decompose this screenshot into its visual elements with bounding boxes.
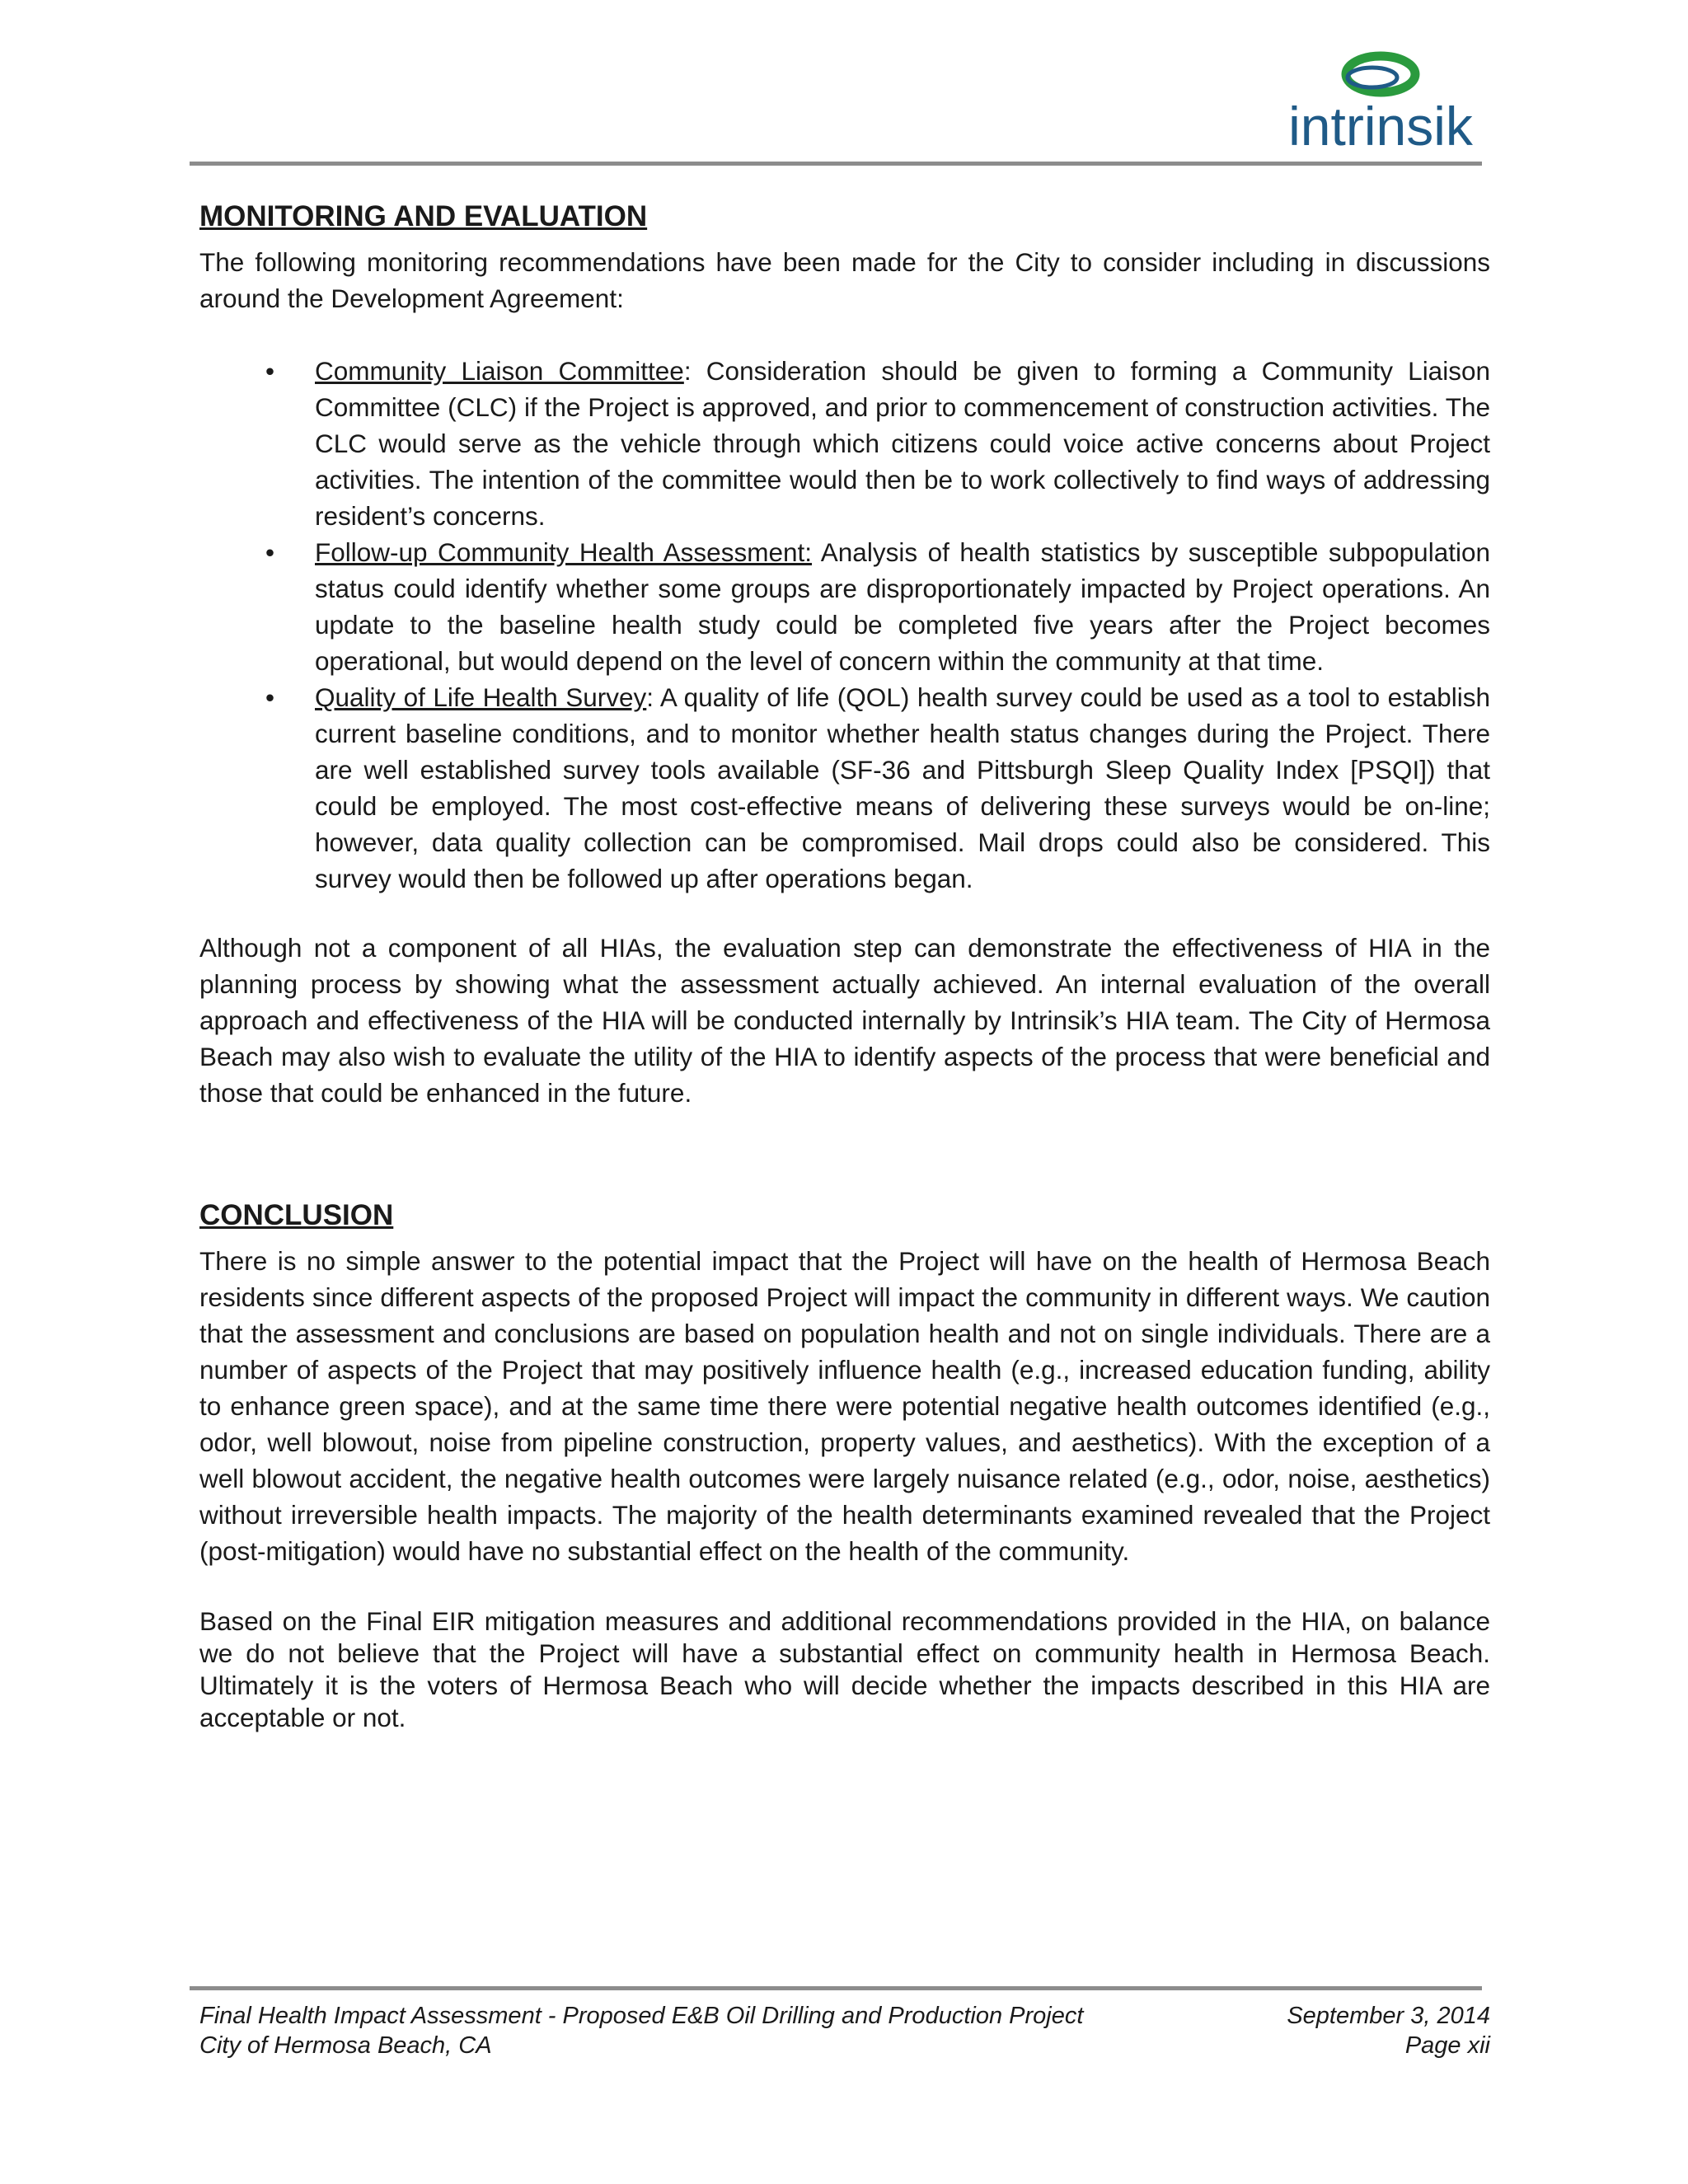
monitoring-heading: MONITORING AND EVALUATION — [199, 200, 648, 232]
bullet-term: Follow-up Community Health Assessment: — [315, 537, 812, 567]
footer-document-title: Final Health Impact Assessment - Proposed E&B Oil Drilling and Production Project — [199, 2003, 1084, 2029]
intrinsik-logo-graphic — [1269, 48, 1492, 155]
logo-wordmark: intrinsik — [1288, 96, 1473, 155]
footer-date: September 3, 2014 — [1287, 2003, 1490, 2029]
bullet-text: : Consideration should be given to forming a Community Liaison Committee (CLC) if the Project is approved, and prior to commencement of construction activities. The CLC would serve as the vehicle through which citizens could voice active concerns about Project activities. The intention of the committee would then be to work collectively to find ways of addressing resident’s concerns. — [315, 356, 1490, 531]
monitoring-bullet-list — [199, 353, 1490, 897]
intrinsik-logo — [1269, 48, 1492, 155]
bullet-follow-up-assessment — [199, 534, 1490, 679]
bullet-text: : A quality of life (QOL) health survey could be used as a tool to establish current baseline conditions, and to monitor whether health status changes during the Project. There are well established survey tools available (SF-36 and Pittsburgh Sleep Quality Index [PSQI]) that could be employed. The most cost-effective means of delivering these surveys would be on-line; however, data quality collection can be compromised. Mail drops could also be considered. This survey would then be followed up after operations began. — [315, 682, 1490, 893]
footer-page-number: Page xii — [1404, 2032, 1490, 2059]
evaluation-paragraph: Although not a component of all HIAs, the evaluation step can demonstrate the effectiveness of HIA in the planning process by showing what the assessment actually achieved. An internal evaluation of the overall approach and effectiveness of the HIA will be conducted internally by Intrinsik’s HIA team. The City of Hermosa Beach may also wish to evaluate the utility of the HIA to identify aspects of the process that were beneficial and those that could be enhanced in the future. — [199, 933, 1490, 1108]
header-rule — [190, 162, 1482, 166]
bullet-term: Quality of Life Health Survey — [315, 682, 647, 712]
page-content — [199, 198, 1490, 1734]
logo-inner-ring-icon — [1348, 68, 1397, 87]
bullet-icon: • — [265, 537, 275, 567]
bullet-text: Analysis of health statistics by susceptible subpopulation status could identify whether some groups are disproportionately impacted by Project operations. An update to the baseline health study could be completed five years after the Project becomes operational, but would depend on the level of concern within the community at that time. — [315, 537, 1491, 676]
bullet-quality-of-life-survey — [199, 679, 1490, 897]
bullet-icon: • — [265, 682, 275, 712]
footer-location: City of Hermosa Beach, CA — [199, 2032, 492, 2059]
bullet-community-liaison — [199, 353, 1490, 534]
page-footer — [199, 2001, 1490, 2060]
monitoring-intro: The following monitoring recommendations have been made for the City to consider including in discussions around the Development Agreement: — [199, 247, 1490, 313]
conclusion-paragraph-1: There is no simple answer to the potential impact that the Project will have on the health of Hermosa Beach residents since different aspects of the proposed Project will impact the community in different ways. We caution that the assessment and conclusions are based on population health and not on single individuals. There are a number of aspects of the Project that may positively influence health (e.g., increased education funding, ability to enhance green space), and at the same time there were potential negative health outcomes identified (e.g., odor, well blowout, noise from pipeline construction, property values, and aesthetics). With the exception of a well blowout accident, the negative health outcomes were largely nuisance related (e.g., odor, noise, aesthetics) without irreversible health impacts. The majority of the health determinants examined revealed that the Project (post-mitigation) would have no substantial effect on the health of the community. — [199, 1246, 1490, 1566]
footer-row-2 — [199, 2031, 1490, 2060]
conclusion-heading: CONCLUSION — [199, 1199, 394, 1231]
conclusion-paragraph-2: Based on the Final EIR mitigation measures and additional recommendations provided in the HIA, on balance we do not believe that the Project will have a substantial effect on community health in Hermosa Beach. Ultimately it is the voters of Hermosa Beach who will decide whether the impacts described in this HIA are acceptable or not. — [199, 1606, 1490, 1732]
footer-row-1 — [199, 2001, 1490, 2031]
bullet-term: Community Liaison Committee — [315, 356, 684, 386]
bullet-icon: • — [265, 356, 275, 386]
footer-rule — [190, 1986, 1482, 1990]
